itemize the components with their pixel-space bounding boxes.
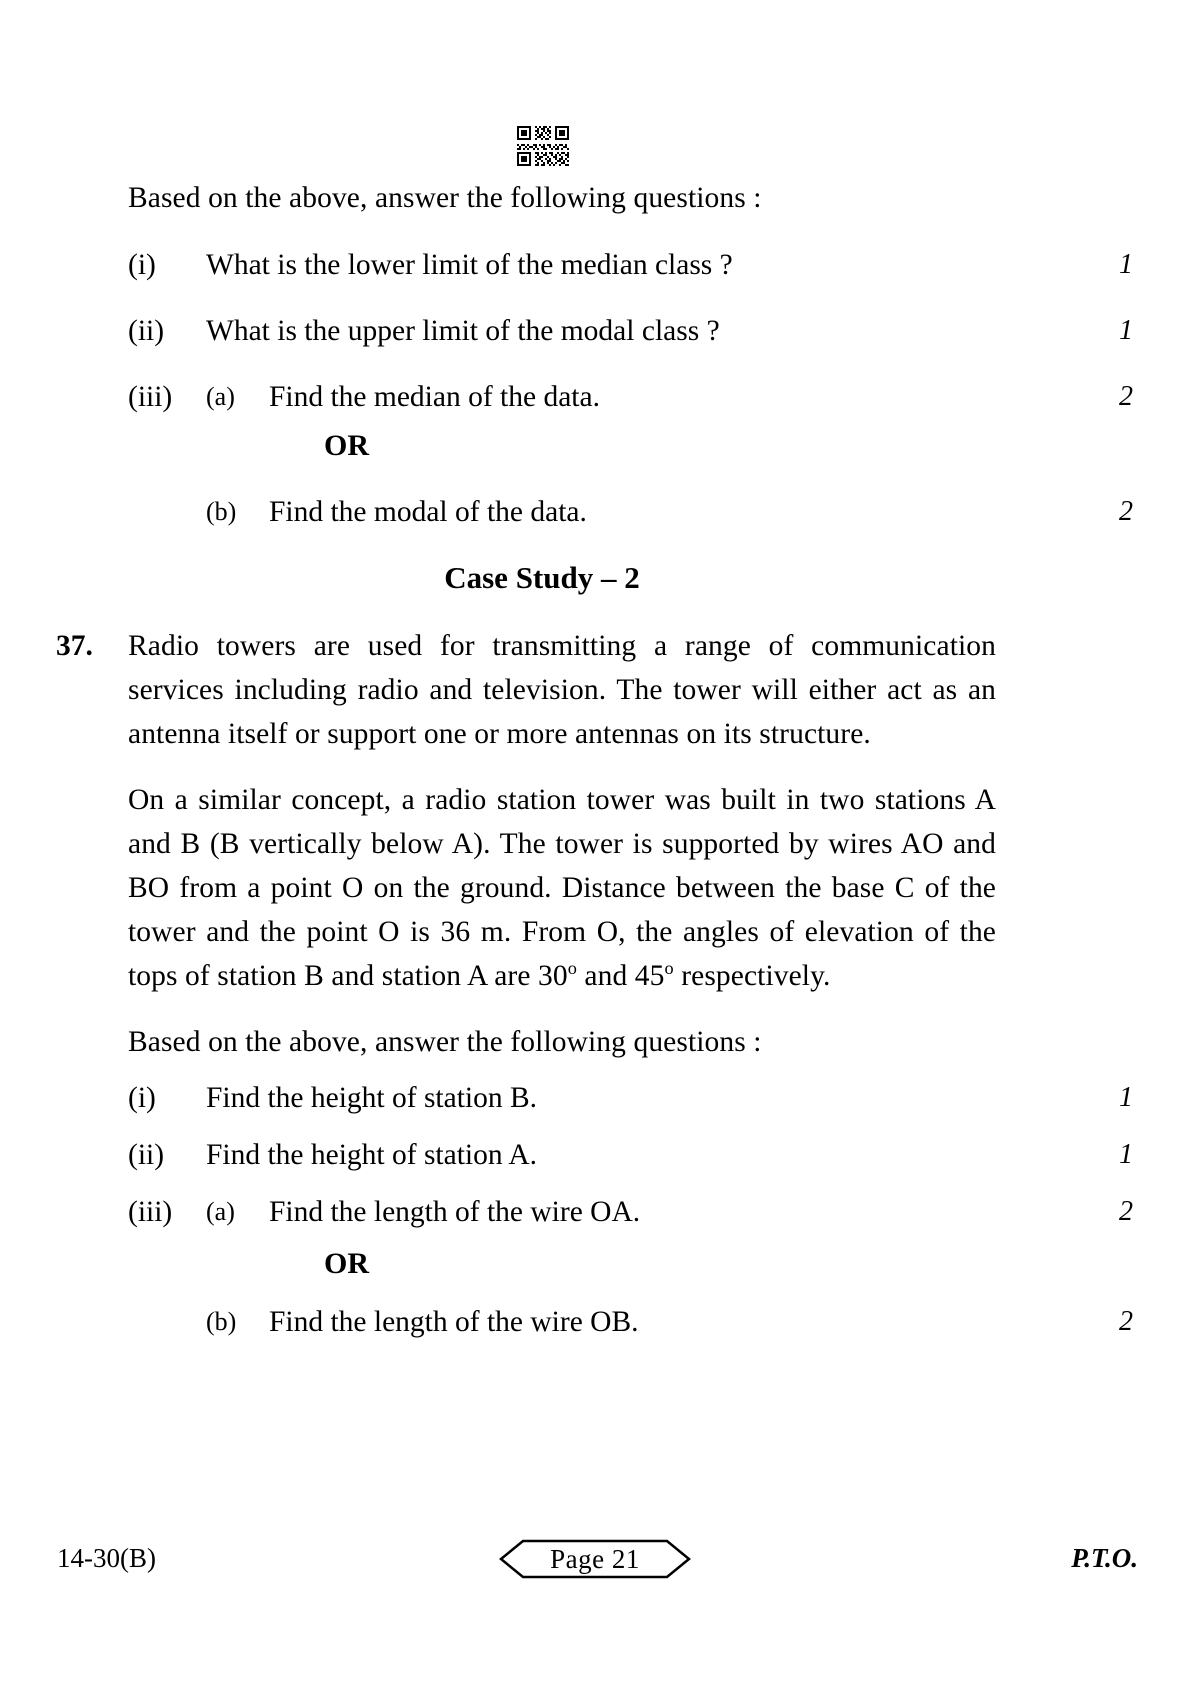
case-study-paragraph-2 [128, 778, 996, 998]
paper-code: 14-30(B) [57, 1543, 156, 1573]
question-text: What is the upper limit of the modal class ? [206, 315, 720, 347]
case-study-question-ii [56, 1133, 1136, 1177]
question-number: 37. [56, 630, 93, 662]
page-number-badge-wrap [0, 1538, 1190, 1580]
case-study-title-row [56, 556, 1136, 600]
question-text: Find the height of station A. [206, 1139, 538, 1171]
case-study-question-i [56, 1076, 1136, 1120]
question-marker: (ii) [128, 315, 165, 347]
question-marker: (i) [128, 1082, 156, 1114]
degree-symbol-1: o [567, 958, 577, 979]
section1-intro: Based on the above, answer the following questions : [128, 182, 762, 214]
case-study-para2-row [56, 778, 1136, 998]
qr-code-icon [515, 124, 571, 168]
sub-question-marker: (b) [206, 497, 237, 526]
page-number-label: Page 21 [550, 1543, 640, 1574]
section1-or-row [56, 424, 1136, 468]
question-marks: 1 [1119, 1139, 1133, 1170]
question-marks: 2 [1119, 1196, 1133, 1227]
question-marks: 2 [1119, 1306, 1133, 1337]
question-text: Find the length of the wire OB. [269, 1306, 639, 1338]
page-footer [0, 1538, 1190, 1598]
question-marks: 2 [1119, 381, 1133, 412]
section1-intro-row [56, 176, 1136, 220]
or-label: OR [324, 1247, 369, 1280]
question-marks: 1 [1119, 315, 1133, 346]
case-study-question-iii-a [56, 1190, 1136, 1234]
page-content [56, 176, 1136, 1344]
question-marks: 1 [1119, 249, 1133, 280]
case-study-intro: Based on the above, answer the following questions : [128, 1026, 762, 1058]
case-study-intro-row [56, 1020, 1136, 1064]
para2-text-before: On a similar concept, a radio station tower was built in two stations A and B (B vertically below A). The tower is supported by wires AO and BO from a point O on the ground. Distance between the base C of the tower and the point O is 36 m. From O, the angles of elevation of the tops of station B and station A are 30 [128, 784, 996, 992]
question-marker: (ii) [128, 1139, 165, 1171]
question-marker: (iii) [128, 1196, 173, 1228]
question-text: Find the modal of the data. [269, 496, 587, 528]
para2-text-middle: and 45 [576, 960, 665, 992]
degree-symbol-2: o [664, 958, 674, 979]
sub-question-marker: (a) [206, 1197, 235, 1226]
section1-question-ii [56, 309, 1136, 353]
page-number-badge [498, 1538, 692, 1580]
question-marks: 2 [1119, 496, 1133, 527]
section1-question-iii-b [56, 490, 1136, 534]
sub-question-marker: (a) [206, 382, 235, 411]
question-marks: 1 [1119, 1082, 1133, 1113]
case-study-or-row [56, 1242, 1136, 1286]
question-text: Find the height of station B. [206, 1082, 538, 1114]
case-study-title: Case Study – 2 [444, 560, 640, 595]
case-study-question-iii-b [56, 1300, 1136, 1344]
question-text: Find the median of the data. [269, 381, 600, 413]
section1-question-i [56, 243, 1136, 287]
pto-label: P.T.O. [1071, 1543, 1138, 1573]
section1-question-iii-a [56, 375, 1136, 419]
question-text: What is the lower limit of the median class ? [206, 249, 733, 281]
question-marker: (iii) [128, 381, 173, 413]
sub-question-marker: (b) [206, 1307, 237, 1336]
question-text: Find the length of the wire OA. [269, 1196, 641, 1228]
question-marker: (i) [128, 249, 156, 281]
case-study-para1-row [56, 624, 1136, 756]
para2-text-after: respectively. [673, 960, 831, 992]
case-study-paragraph-1: Radio towers are used for transmitting a range of communication services including radio and television. The tower will either act as an antenna itself or support one or more antennas on its structure. [128, 630, 996, 750]
or-label: OR [324, 429, 369, 462]
